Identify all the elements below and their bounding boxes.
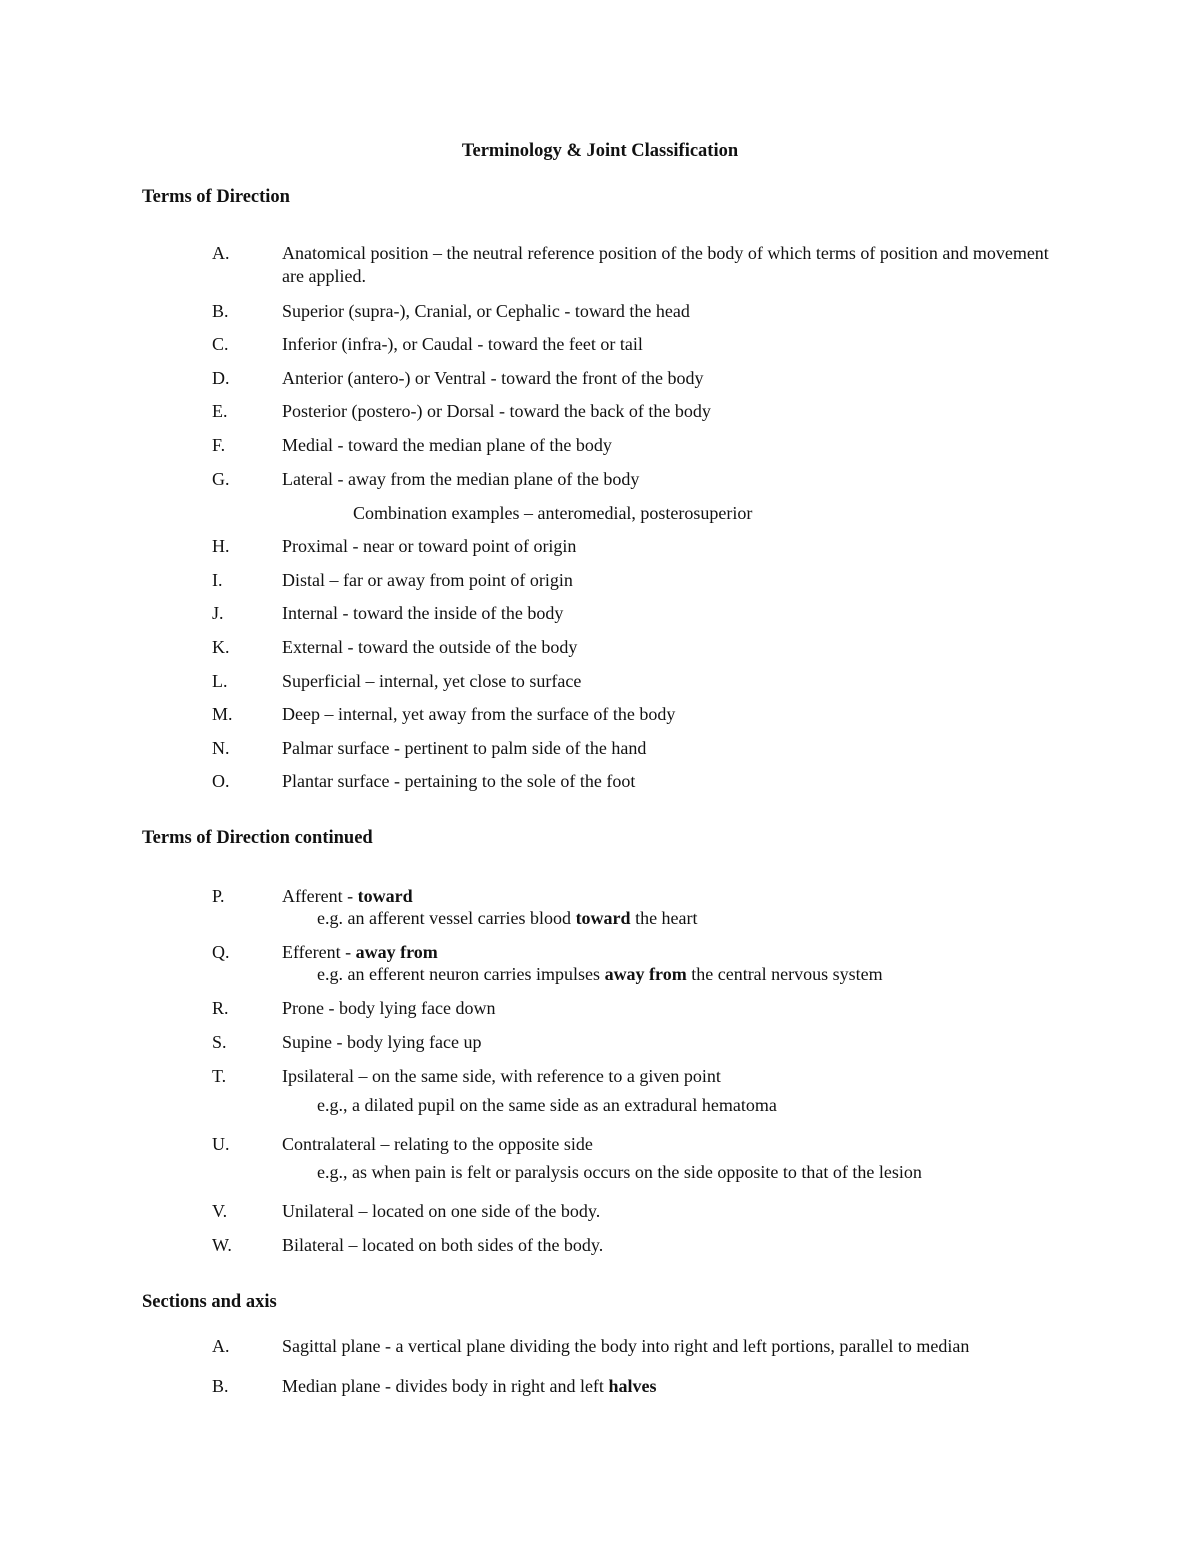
item-letter: H. [212, 536, 230, 556]
item-letter: U. [212, 1134, 230, 1154]
example-bold: toward [575, 908, 631, 928]
item-letter: M. [212, 704, 233, 724]
item-letter: K. [212, 637, 230, 657]
item-text: External - toward the outside of the body [282, 637, 578, 657]
item-text: Posterior (postero-) or Dorsal - toward the back of the body [282, 401, 711, 421]
example-line: e.g., as when pain is felt or paralysis occurs on the side opposite to that of the lesion [317, 1162, 922, 1182]
item-text: Internal - toward the inside of the body [282, 603, 564, 623]
item-letter: J. [212, 603, 224, 623]
item-text: Unilateral – located on one side of the body. [282, 1201, 601, 1221]
item-letter: W. [212, 1235, 232, 1255]
item-bold-term: toward [357, 886, 413, 906]
item-letter: E. [212, 401, 228, 421]
item-term: Efferent - [282, 942, 356, 962]
item-bold-term: away from [355, 942, 438, 962]
combination-examples-note: Combination examples – anteromedial, posterosuperior [353, 503, 753, 523]
item-text [282, 1375, 1062, 1398]
section-heading-terms-of-direction-continued: Terms of Direction continued [142, 828, 373, 848]
example-bold: away from [604, 964, 687, 984]
item-letter: Q. [212, 942, 230, 962]
item-text: Palmar surface - pertinent to palm side of the hand [282, 738, 647, 758]
item-text: Superficial – internal, yet close to surface [282, 671, 582, 691]
section-heading-terms-of-direction: Terms of Direction [142, 187, 290, 207]
item-letter: C. [212, 334, 229, 354]
item-term: Afferent - [282, 886, 358, 906]
example-text: e.g. an efferent neuron carries impulses [317, 964, 605, 984]
item-text: Superior (supra-), Cranial, or Cephalic - toward the head [282, 301, 690, 321]
item-letter: P. [212, 886, 225, 906]
item-letter: I. [212, 570, 223, 590]
item-text [282, 941, 1062, 964]
item-letter: T. [212, 1066, 227, 1086]
item-letter: N. [212, 738, 230, 758]
item-text: Anatomical position – the neutral reference position of the body of which terms of position and movement are applied. [282, 243, 1049, 286]
item-letter: R. [212, 998, 229, 1018]
item-letter: L. [212, 671, 228, 691]
item-text: Medial - toward the median plane of the body [282, 435, 612, 455]
item-text: Inferior (infra-), or Caudal - toward the feet or tail [282, 334, 643, 354]
page-title: Terminology & Joint Classification [461, 141, 739, 161]
item-letter: G. [212, 469, 230, 489]
item-text: Supine - body lying face up [282, 1032, 482, 1052]
item-text: Bilateral – located on both sides of the body. [282, 1235, 604, 1255]
example-text: e.g. an afferent vessel carries blood [317, 908, 576, 928]
item-bold-term: halves [608, 1376, 657, 1396]
item-letter: D. [212, 368, 230, 388]
example-line [317, 963, 883, 986]
item-letter: S. [212, 1032, 227, 1052]
item-text: Sagittal plane - a vertical plane dividing the body into right and left portions, parallel to median [282, 1336, 970, 1356]
example-text-end: the central nervous system [686, 964, 883, 984]
item-text: Distal – far or away from point of origin [282, 570, 573, 590]
item-text: Lateral - away from the median plane of the body [282, 469, 640, 489]
example-line: e.g., a dilated pupil on the same side as an extradural hematoma [317, 1095, 777, 1115]
item-text: Anterior (antero-) or Ventral - toward the front of the body [282, 368, 704, 388]
section-heading-sections-and-axis: Sections and axis [142, 1292, 277, 1312]
example-text-end: the heart [630, 908, 698, 928]
item-letter: V. [212, 1201, 228, 1221]
item-text: Deep – internal, yet away from the surface of the body [282, 704, 676, 724]
item-text [282, 885, 1062, 908]
example-line [317, 907, 698, 930]
item-letter: B. [212, 301, 229, 321]
item-term: Median plane - divides body in right and left [282, 1376, 609, 1396]
item-text: Plantar surface - pertaining to the sole of the foot [282, 771, 636, 791]
item-letter: A. [212, 243, 230, 263]
item-text: Contralateral – relating to the opposite side [282, 1134, 593, 1154]
item-letter: A. [212, 1336, 230, 1356]
item-text: Proximal - near or toward point of origin [282, 536, 577, 556]
item-letter: O. [212, 771, 230, 791]
item-letter: B. [212, 1376, 229, 1396]
item-text: Ipsilateral – on the same side, with reference to a given point [282, 1066, 721, 1086]
item-letter: F. [212, 435, 226, 455]
item-text: Prone - body lying face down [282, 998, 496, 1018]
